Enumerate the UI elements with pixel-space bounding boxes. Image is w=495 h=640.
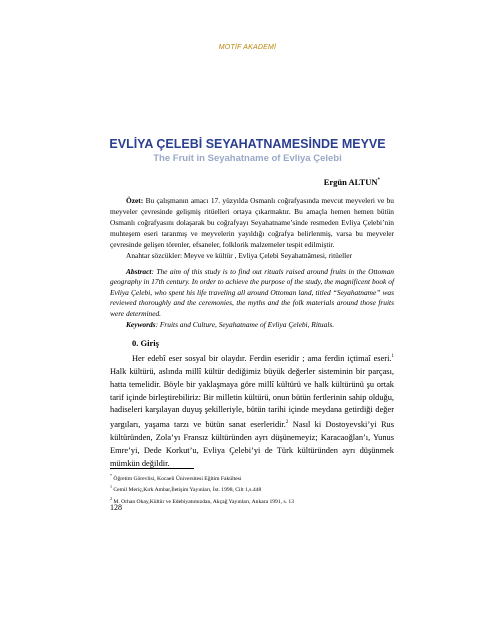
turkish-abstract	[110, 195, 394, 250]
body-text	[110, 351, 394, 471]
footnote	[110, 483, 400, 494]
author-name: Ergün ALTUN	[323, 177, 378, 187]
page-number: 128	[110, 503, 122, 512]
footnote-text: Cemil Meriç,Kırk Ambar,İletişim Yayınları, İst. 1998, Cilt 1,s.448	[112, 487, 262, 494]
footnote-text: M. Orhan Okay,Kültür ve Edebiyatımızdan, Akçağ Yayınları, Ankara 1991, s. 13	[112, 498, 295, 505]
keywords-text: : Fruits and Culture, Seyahatname of Evliya Çelebi, Rituals.	[155, 320, 335, 329]
article-title: EVLİYA ÇELEBİ SEYAHATNAMESİNDE MEYVE	[109, 137, 386, 151]
footnote	[110, 495, 400, 506]
footnote-mark: *	[110, 473, 112, 478]
article-subtitle: The Fruit in Seyahatname of Evliya Çelebi	[153, 153, 342, 164]
footnote	[110, 472, 400, 483]
abstract-text: : The aim of this study is to find out rituals raised around fruits in the Ottoman geography in 17th century. In order to achieve the purpose of the study, the magnificent book of Evliya Çelebi, who spent his life traveling all around Ottoman land, titled “Seyahatname” was reviewed thoroughly and the ceremonies, the myths and the folk materials around those fruits were determined.	[110, 267, 394, 318]
english-abstract	[110, 267, 394, 319]
body-sentence: Her edebî eser sosyal bir olaydır. Ferdin eseridir ; ama ferdin içtimaî eseri.	[132, 353, 392, 363]
turkish-keywords: Anahtar sözcükler: Meyve ve kültür , Evliya Çelebi Seyahatnâmesi, ritüeller	[126, 251, 352, 260]
footnote-mark: 2	[110, 495, 112, 501]
footnote-divider	[110, 468, 194, 469]
body-sentence: Halk kültürü, aslında millî kültür dediğimiz büyük değerler sisteminin bir parçası, hatta temelidir. Böyle bir yaklaşmaya göre millî kültürü ve halk kültürünü şu ortak tarif içinde birleştirebiliriz: Bir milletin kültürü, onun bütün fertlerinin sahip olduğu, hadiseleri karşılayan duyuş şekilleriyle, bütün tarihi içinde meydana getirdiği değer yargıları, yaşama tarzı ve bütün sanat eserleridir.	[110, 366, 394, 430]
author-line	[324, 177, 380, 187]
footnote-text: Öğretim Görevlisi, Kocaeli Üniversitesi Eğitim Fakültesi	[112, 475, 242, 482]
footnote-ref-1: 1	[391, 354, 394, 359]
ozet-text: Bu çalışmanın amacı 17. yüzyılda Osmanlı coğrafyasında mevcut meyveleri ve bu meyveler çevresinde gelişmiş ritüelleri ortaya çıkarmaktır. Bu amaçla hemen hemen bütün Osmanlı coğrafyasını dolaşarak bu coğrafyayı Seyahatname’sinde resmeden Evliya Çelebi’nin muhteşem eseri taranmış ve meyvelerin yayıldığı coğrafya belirlenmiş, varsa bu meyveler çevresinde gelişen törenler, efsaneler, folklorik malzemeler tespit edilmiştir.	[110, 196, 394, 249]
footnotes	[110, 472, 400, 506]
footnote-ref-2: 2	[285, 420, 289, 426]
footnote-mark: 1	[110, 484, 112, 490]
running-header: MOTİF AKADEMİ	[218, 44, 277, 51]
body-sentence: Nasıl ki Dostoyevski’yi Rus kültüründen, Zola’yı Fransız kültüründen ayrı düşünemeyiz; Karacaoğlan’ı, Yunus Emre’yi, Dede Korkut’u, Evliya Çelebi’yi de Türk kültüründen ayrı düşünmek mümkün değildir.	[110, 420, 395, 468]
ozet-label: Özet:	[126, 196, 144, 205]
author-footnote-mark: *	[377, 178, 380, 184]
english-keywords	[110, 320, 410, 330]
abstract-label: Abstract	[126, 267, 152, 276]
body-paragraph	[110, 351, 394, 471]
keywords-label: Keywords	[126, 320, 156, 329]
section-heading: 0. Giriş	[132, 338, 159, 348]
